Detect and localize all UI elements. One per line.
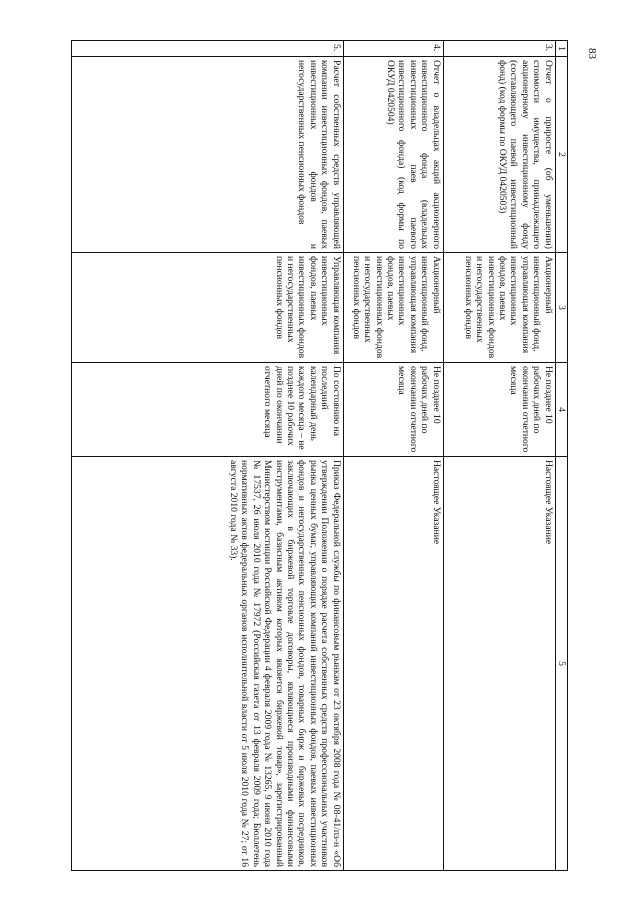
legal-basis: Приказ Федеральной службы по финансовым рынкам от 23 октября 2008 года № 08-41/пз-н «Об утверждении Положения о порядке расчета собственных средств профессиональных участников рынка ценных бумаг, управляющих компаний инвестиционных фондов, паевых инвестиционных фондов и негосударственных пенсионных фондов, товарных бирж и биржевых посредников, заключающих в биржевой торговле договоры, являющиеся производными финансовыми инструментами, базисным активом которых является биржевой товар», зарегистрированный Министерством юстиции Российской Федерации 4 февраля 2009 года № 13265, 9 июня 2010 года № 17537, 26 июля 2010 года № 17972 (Российская газета от 13 февраля 2009 года; Бюллетень нормативных актов федеральных органов исполнительной власти от 5 июля 2010 года № 27; от 16 августа 2010 года № 33). xyxy=(71,457,343,871)
column-header-3: 3 xyxy=(555,253,567,363)
deadline: Не позднее 10 рабочих дней по окончании отчетного месяца xyxy=(443,363,555,457)
reporting-entity: Акционерный инвестиционный фонд, управляющая компания инвестиционных фондов, паевых инвестиционных фондов и негосударственных пенсионных фондов xyxy=(343,253,443,363)
row-number: 3. xyxy=(443,41,555,57)
row-number: 5. xyxy=(71,41,343,57)
report-forms-table xyxy=(71,40,568,871)
column-header-4: 4 xyxy=(555,363,567,457)
column-header-1: 1 xyxy=(555,41,567,57)
deadline: Не позднее 10 рабочих дней по окончании отчетного месяца xyxy=(343,363,443,457)
column-header-5: 5 xyxy=(555,457,567,871)
deadline: По состоянию на последний календарный день каждого месяца – не позднее 10 рабочих дней по окончании отчетного месяца xyxy=(71,363,343,457)
table-row xyxy=(71,41,343,871)
row-number: 4. xyxy=(343,41,443,57)
reporting-entity: Акционерный инвестиционный фонд, управляющая компания инвестиционных фондов, паевых инвестиционных фондов и негосударственных пенсионных фондов xyxy=(443,253,555,363)
legal-basis: Настоящее Указание xyxy=(443,457,555,871)
legal-basis: Настоящее Указание xyxy=(343,457,443,871)
form-name: Расчет собственных средств управляющей компании инвестиционных фондов, паевых инвестиционных фондов и негосударственных пенсионных фондов xyxy=(71,57,343,253)
table-row xyxy=(343,41,443,871)
form-name: Отчет о владельцах акций акционерного инвестиционного фонда (владельцах инвестиционных паев паевого инвестиционного фонда) (код формы по ОКУД 0420504) xyxy=(343,57,443,253)
reporting-entity: Управляющая компания инвестиционных фондов, паевых инвестиционных фондов и негосударственных пенсионных фондов xyxy=(71,253,343,363)
page-number: 83 xyxy=(586,48,598,59)
form-name: Отчет о приросте (об уменьшении) стоимости имущества, принадлежащего акционерному инвестиционному фонду (составляющего паевой инвестиционный фонд) (код формы по ОКУД 0420503) xyxy=(443,57,555,253)
rotated-report-table-container xyxy=(72,40,568,870)
column-header-2: 2 xyxy=(555,57,567,253)
table-row xyxy=(443,41,555,871)
header-row xyxy=(555,41,567,871)
